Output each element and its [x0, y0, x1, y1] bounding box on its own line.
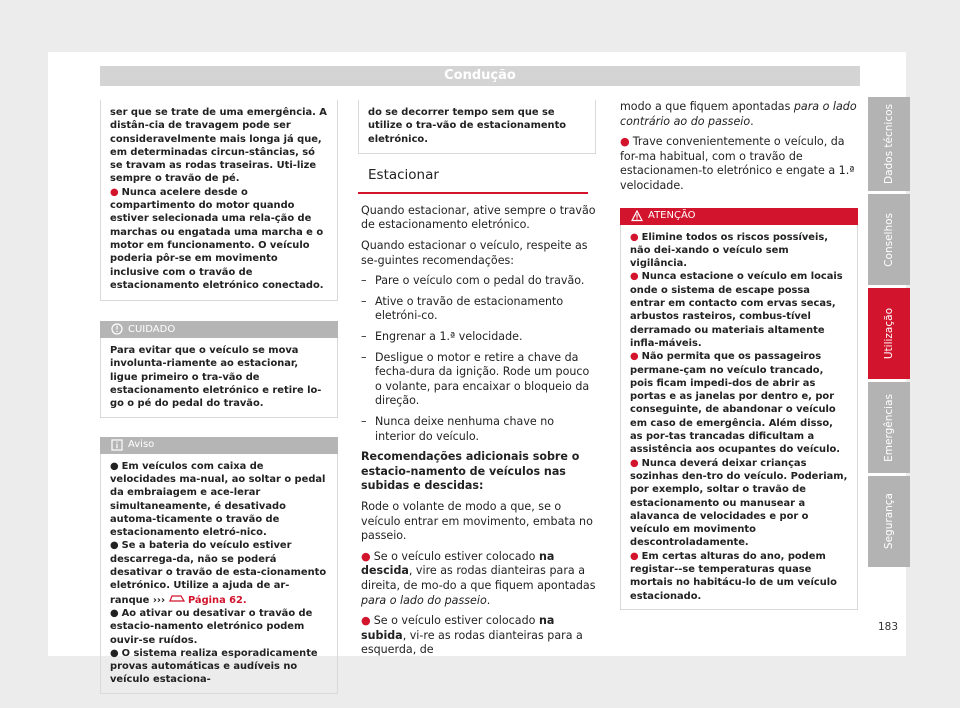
section-rule [358, 192, 588, 194]
aviso-title: Aviso [128, 439, 155, 451]
tab-seguranca[interactable] [868, 476, 910, 567]
tab-label: Conselhos [883, 212, 895, 267]
tab-label: Emergências [883, 393, 895, 462]
cuidado-header [100, 321, 338, 338]
atencao-item: ● Nunca deverá deixar crianças sozinhas den-tro do veículo. Poderiam, por exemplo, soltar o travão de estacionamento ou manusear a alavanca de velocidades e por o veículo em movimento descontroladamente. [630, 457, 848, 549]
atencao-item: ● Elimine todos os riscos possíveis, não dei-xando o veículo sem vigilância. [630, 231, 828, 270]
bullet-icon: ● [110, 460, 119, 472]
dash-item: – Desligue o motor e retire a chave da fecha-dura da ignição. Rode um pouco o volante, para encaixar o bloqueio da direção. [361, 351, 596, 409]
page-header: Condução [100, 66, 860, 86]
aviso-header [100, 437, 338, 454]
bullet-icon: ● [630, 231, 639, 243]
atencao-box [620, 225, 858, 610]
bullet-icon: ● [630, 351, 639, 363]
bullet-icon: ● [630, 457, 639, 469]
bullet-icon: ● [110, 540, 119, 552]
bullet-icon: ● [110, 607, 119, 619]
warning-continuation-box [358, 100, 596, 154]
body-text [358, 204, 596, 658]
dash-item: – Pare o veículo com o pedal do travão. [361, 274, 596, 289]
bullet-icon: ● [630, 271, 639, 283]
tab-dados-tecnicos[interactable] [868, 97, 910, 191]
aviso-item: ● O sistema realiza esporadicamente provas automáticas e audíveis no veículo estaciona- [110, 647, 318, 686]
tab-label: Segurança [883, 493, 895, 550]
atencao-item: ● Em certas alturas do ano, podem registar--se temperaturas quase mortais no habitácu-lo de um veículo estacionado. [630, 550, 837, 602]
warning-bullet: ● Nunca acelere desde o compartimento do motor quando estiver selecionada uma rela-ção de marchas ou engatada uma marcha e o motor em funcionamento. O veículo poderia pôr-se em movimento inclusive com o travão de estacionamento eletrónico conectado. [110, 186, 324, 291]
paragraph: modo a que fiquem apontadas para o lado contrário ao do passeio. [620, 100, 857, 128]
tab-label: Utilização [883, 307, 895, 360]
bullet-icon: ● [110, 647, 119, 659]
column-3 [620, 100, 858, 610]
cuidado-text: Para evitar que o veículo se mova involunta-riamente ao estacionar, ligue primeiro o tra-vão de estacionamento eletrónico e retire lo-go o pé do pedal do travão. [110, 345, 322, 410]
tab-label: Dados técnicos [883, 103, 895, 184]
aviso-item: ● Se a bateria do veículo estiver descarrega-da, não se poderá desativar o travão de esta-cionamento eletrónico. Utilize a ajuda de ar-ranque ››› Página 62. [110, 540, 327, 606]
cuidado-box [100, 338, 338, 417]
aviso-item: ● Ao ativar ou desativar o travão de estacio-namento eletrónico podem ouvir-se ruídos. [110, 607, 313, 646]
dash-item: – Engrenar a 1.ª velocidade. [361, 330, 596, 345]
page-reference-link[interactable]: Página 62. [187, 594, 247, 606]
paragraph: Rode o volante de modo a que, se o veículo entrar em movimento, embata no passeio. [361, 499, 593, 543]
dash-item: – Nunca deixe nenhuma chave no interior do veículo. [361, 415, 596, 444]
warning-continuation-box [100, 100, 338, 301]
bullet-icon: ● [361, 549, 371, 563]
warning-text: do se decorrer tempo sem que se utilize o tra-vão de estacionamento eletrónico. [368, 107, 567, 145]
bullet-icon: ● [361, 614, 371, 628]
page-number: 183 [878, 621, 899, 633]
atencao-header [620, 208, 858, 225]
cuidado-title: CUIDADO [128, 323, 176, 335]
atencao-item: ● Não permita que os passageiros permane-çam no veículo trancado, pois ficam impedi-dos de abrir as portas e as janelas por dentro e, por conseguinte, de abandonar o veículo em caso de emergência. Além disso, as por-tas trancadas dificultam a assistência aos ocupantes do veículo. [630, 351, 841, 456]
bullet-icon: ● [630, 550, 639, 562]
atencao-title: ATENÇÃO [648, 210, 696, 222]
aviso-box [100, 454, 338, 694]
dash-item: – Ative o travão de estacionamento eletróni-co. [361, 295, 596, 324]
bullet-icon: ● [110, 186, 119, 198]
column-1 [100, 100, 338, 694]
body-text [620, 100, 858, 194]
info-circle-icon [111, 323, 123, 335]
warning-triangle-icon [631, 210, 643, 222]
more-arrows-icon: ››› [152, 594, 166, 606]
tab-conselhos[interactable] [868, 194, 910, 285]
tab-emergencias[interactable] [868, 382, 910, 473]
paragraph: Quando estacionar o veículo, respeite as se-guintes recomendações: [361, 239, 588, 267]
bullet-paragraph: ● Trave convenientemente o veículo, da for-ma habitual, com o travão de estacionamen-to eletrónico e engate a 1.ª velocidade. [620, 135, 855, 192]
car-book-icon [169, 593, 185, 603]
section-title: Estacionar [368, 166, 439, 183]
column-2 [358, 100, 596, 664]
recommendations-title: Recomendações adicionais sobre o estacio-namento de veículos nas subidas e descidas: [361, 450, 580, 493]
bullet-paragraph: ● Se o veículo estiver colocado na subida, vi-re as rodas dianteiras para a esquerda, de [361, 614, 583, 657]
bullet-paragraph: ● Se o veículo estiver colocado na descida, vire as rodas dianteiras para a direita, de mo-do a que fiquem apontadas para o lado do passeio. [361, 549, 596, 607]
atencao-item: ● Nunca estacione o veículo em locais onde o sistema de escape possa entrar em contacto com ervas secas, arbustos rasteiros, combus-tível derramado ou materiais altamente infla-máveis. [630, 271, 843, 349]
chapter-tabs [868, 97, 910, 570]
tab-utilizacao[interactable] [868, 288, 910, 379]
aviso-item: ● Em veículos com caixa de velocidades ma-nual, ao soltar o pedal da embraiagem e ace-lerar simultaneamente, é desativado automa-ticamente o travão de estacionamento eletró-nico. [110, 460, 326, 539]
info-square-icon [111, 439, 123, 451]
paragraph: Quando estacionar, ative sempre o travão de estacionamento eletrónico. [361, 203, 596, 232]
bullet-icon: ● [620, 135, 630, 149]
warning-text: ser que se trate de uma emergência. A distân-cia de travagem pode ser consideravelmente mais longa já que, em determinadas circun-stâncias, só se travam as rodas traseiras. Uti-lize sempre o travão de pé. [110, 107, 327, 185]
